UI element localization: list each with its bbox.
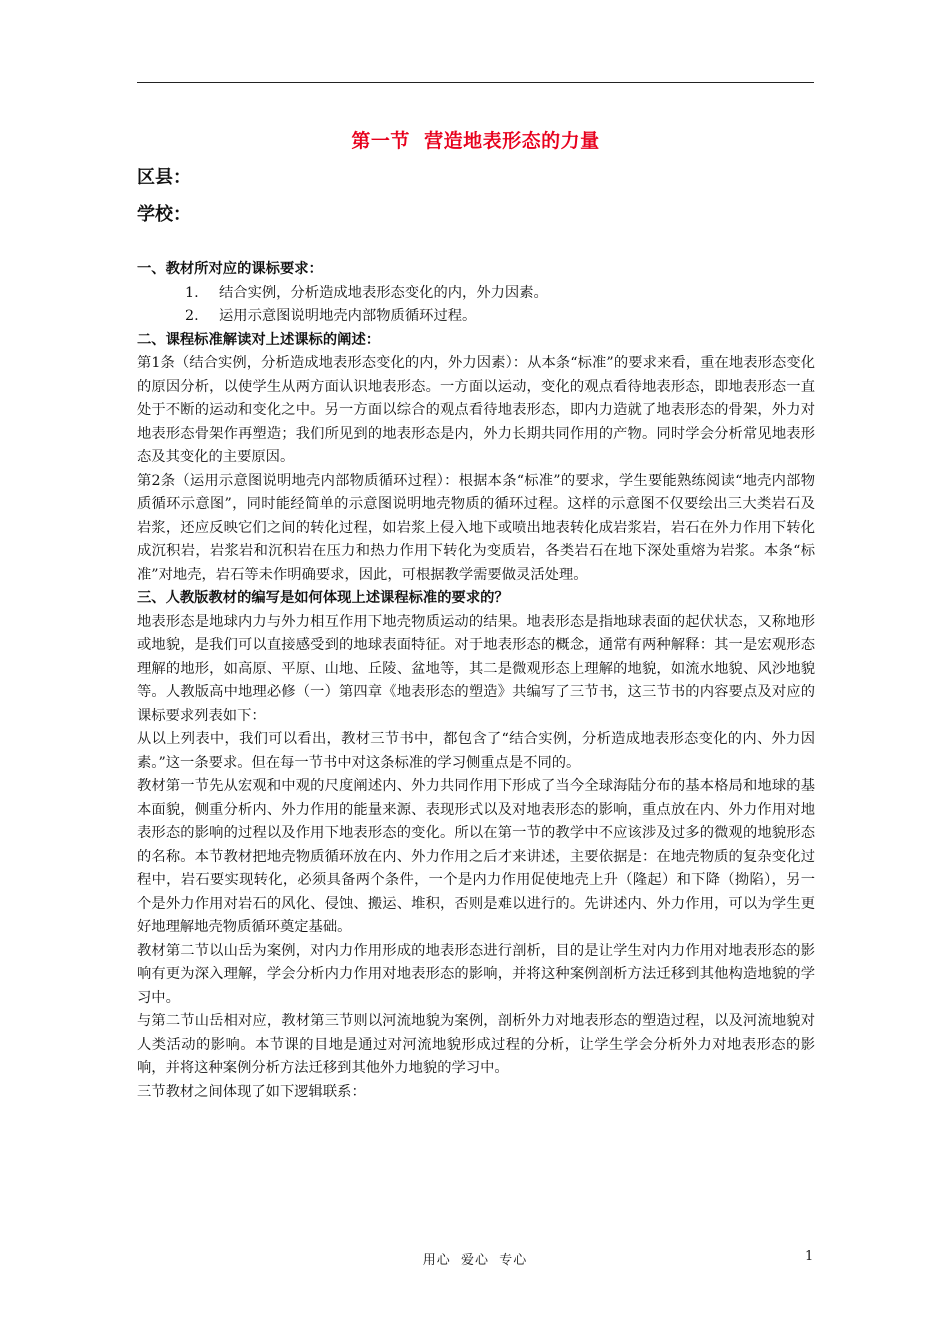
header-rule bbox=[137, 82, 814, 83]
page-title: 第一节 营造地表形态的力量 bbox=[351, 130, 600, 152]
school-label: 学校： bbox=[137, 204, 191, 225]
list-text: 运用示意图说明地壳内部物质循环过程。 bbox=[219, 308, 477, 324]
requirement-list bbox=[137, 282, 815, 329]
list-item bbox=[137, 282, 815, 306]
paragraph: 教材第二节以山岳为案例，对内力作用形成的地表形态进行剖析，目的是让学生对内力作用对地表形态的影响有更为深入理解，学会分析内力作用对地表形态的影响，并将这种案例剖析方法迁移到其他构造地貌的学习中。 bbox=[137, 942, 815, 1006]
paragraph: 教材第一节先从宏观和中观的尺度阐述内、外力共同作用下形成了当今全球海陆分布的基本格局和地球的基本面貌，侧重分析内、外力作用的能量来源、表现形式以及对地表形态的影响，重点放在内、外力作用对地表形态的影响的过程以及作用下地表形态的变化。所以在第一节的教学中不应该涉及过多的微观的地貌形态的名称。本节教材把地壳物质循环放在内、外力作用之后才来讲述，主要依据是：在地壳物质的复杂变化过程中，岩石要实现转化，必须具备两个条件，一个是内力作用促使地壳上升（隆起）和下降（拗陷），另一个是外力作用对岩石的风化、侵蚀、搬运、堆积，否则是难以进行的。先讲述内、外力作用，可以为学生更好地理解地壳物质循环奠定基础。 bbox=[137, 778, 815, 935]
page-number: 1 bbox=[805, 1249, 814, 1264]
document-body bbox=[137, 258, 815, 1104]
list-number: 2. bbox=[185, 308, 199, 324]
paragraph: 地表形态是地球内力与外力相互作用下地壳物质运动的结果。地表形态是指地球表面的起伏状态，又称地形或地貌，是我们可以直接感受到的地球表面特征。对于地表形态的概念，通常有两种解释：其一是宏观形态理解的地形，如高原、平原、山地、丘陵、盆地等，其二是微观形态上理解的地貌，如流水地貌、风沙地貌等。人教版高中地理必修（一）第四章《地表形态的塑造》共编写了三节书，这三节书的内容要点及对应的课标要求列表如下： bbox=[137, 613, 815, 724]
paragraph: 三节教材之间体现了如下逻辑联系： bbox=[137, 1083, 366, 1100]
district-label: 区县： bbox=[137, 167, 191, 188]
paragraph: 从以上列表中，我们可以看出，教材三节书中，都包含了“结合实例，分析造成地表形态变化的内、外力因素。”这一条要求。但在每一节书中对这条标准的学习侧重点是不同的。 bbox=[137, 731, 815, 771]
section-heading-1: 一、教材所对应的课标要求： bbox=[137, 261, 323, 277]
list-number: 1. bbox=[185, 284, 199, 301]
paragraph: 第1条（结合实例，分析造成地表形态变化的内，外力因素）：从本条“标准”的要求来看，重在地表形态变化的原因分析，以使学生从两方面认识地表形态。一方面以运动，变化的观点看待地表形态，即地表形态一直处于不断的运动和变化之中。另一方面以综合的观点看待地表形态，即内力造就了地表形态的骨架，外力对地表形态骨架作再塑造；我们所见到的地表形态是内，外力长期共同作用的产物。同时学会分析常见地表形态及其变化的主要原因。 bbox=[137, 355, 815, 465]
paragraph: 第2条（运用示意图说明地壳内部物质循环过程）：根据本条“标准”的要求，学生要能熟练阅读“地壳内部物质循环示意图”，同时能经简单的示意图说明地壳物质的循环过程。这样的示意图不仅要绘出三大类岩石及岩浆，还应反映它们之间的转化过程，如岩浆上侵入地下或喷出地表转化成岩浆岩，岩石在外力作用下转化成沉积岩，岩浆岩和沉积岩在压力和热力作用下转化为变质岩，各类岩石在地下深处重熔为岩浆。本条“标准”对地壳，岩石等未作明确要求，因此，可根据教学需要做灵活处理。 bbox=[137, 472, 815, 583]
section-heading-2: 二、课程标准解读对上述课标的阐述： bbox=[137, 331, 381, 348]
section-heading-3: 三、人教版教材的编写是如何体现上述课程标准的要求的？ bbox=[137, 590, 509, 606]
list-text: 结合实例，分析造成地表形态变化的内，外力因素。 bbox=[219, 284, 548, 301]
list-item bbox=[137, 305, 815, 329]
footer-motto: 用心 爱心 专心 bbox=[422, 1253, 528, 1268]
paragraph: 与第二节山岳相对应，教材第三节则以河流地貌为案例，剖析外力对地表形态的塑造过程，以及河流地貌对人类活动的影响。本节课的目地是通过对河流地貌形成过程的分析，让学生学会分析外力对地表形态的影响，并将这种案例分析方法迁移到其他外力地貌的学习中。 bbox=[137, 1013, 815, 1076]
